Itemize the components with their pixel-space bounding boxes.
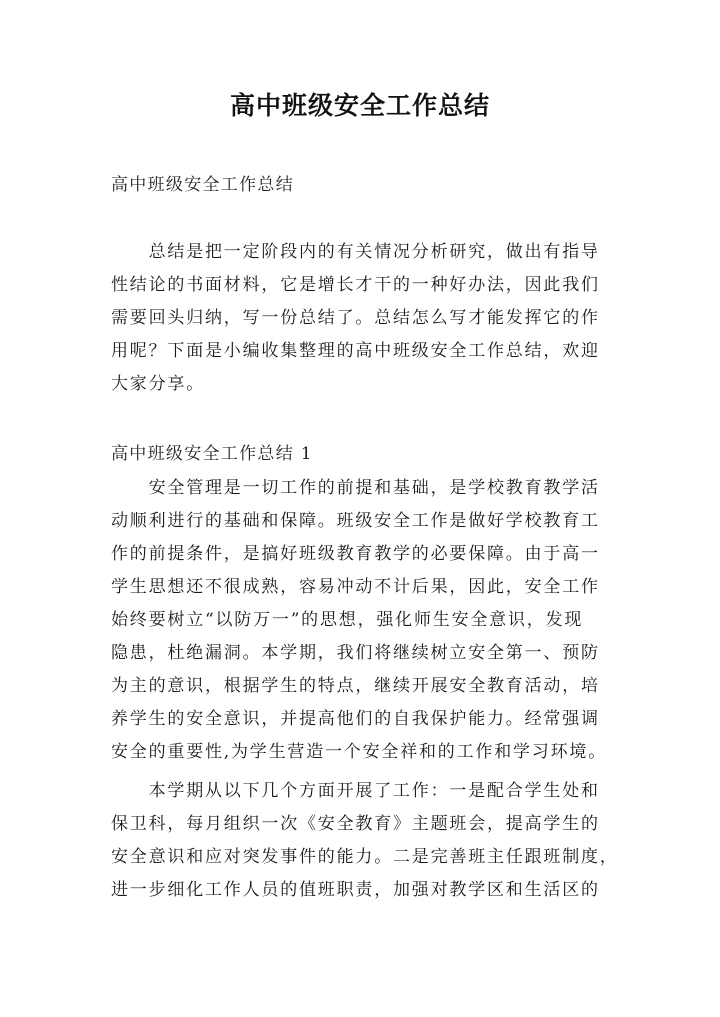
paragraph-line: 安全的重要性,为学生营造一个安全祥和的工作和学习环境。 bbox=[111, 742, 608, 762]
paragraph-line: 作的前提条件，是搞好班级教育教学的必要保障。由于高一 bbox=[111, 544, 600, 564]
section-paragraph-2 bbox=[111, 775, 619, 907]
paragraph-line: 始终要树立“以防万一”的思想，强化师生安全意识，发现 bbox=[111, 610, 584, 630]
paragraph-line: 本学期从以下几个方面开展了工作：一是配合学生处和 bbox=[111, 781, 600, 801]
paragraph-line: 动顺利进行的基础和保障。班级安全工作是做好学校教育工 bbox=[111, 511, 600, 531]
section-paragraph-1 bbox=[111, 472, 611, 769]
paragraph-line: 养学生的安全意识，并提高他们的自我保护能力。经常强调 bbox=[111, 709, 600, 729]
document-title: 高中班级安全工作总结 bbox=[229, 91, 490, 120]
paragraph-line: 为主的意识，根据学生的特点，继续开展安全教育活动，培 bbox=[111, 676, 600, 696]
paragraph-line: 学生思想还不很成熟，容易冲动不计后果，因此，安全工作 bbox=[111, 577, 600, 597]
paragraph-line: 安全管理是一切工作的前提和基础，是学校教育教学活 bbox=[111, 478, 600, 498]
intro-line: 性结论的书面材料，它是增长才干的一种好办法，因此我们 bbox=[111, 275, 600, 295]
intro-line: 需要回头归纳，写一份总结了。总结怎么写才能发挥它的作 bbox=[111, 308, 600, 328]
paragraph-line: 安全意识和应对突发事件的能力。二是完善班主任跟班制度， bbox=[111, 847, 619, 867]
paragraph-line: 隐患，杜绝漏洞。本学期，我们将继续树立安全第一、预防 bbox=[111, 643, 600, 663]
section-heading: 高中班级安全工作总结 1 bbox=[111, 444, 313, 464]
intro-line: 用呢？下面是小编收集整理的高中班级安全工作总结，欢迎 bbox=[111, 341, 600, 361]
intro-line: 大家分享。 bbox=[111, 374, 205, 394]
intro-paragraph bbox=[111, 236, 611, 401]
intro-line: 总结是把一定阶段内的有关情况分析研究，做出有指导 bbox=[111, 242, 600, 262]
paragraph-line: 保卫科，每月组织一次《安全教育》主题班会，提高学生的 bbox=[111, 814, 600, 834]
paragraph-line: 进一步细化工作人员的值班职责，加强对教学区和生活区的 bbox=[111, 880, 600, 900]
intro-heading: 高中班级安全工作总结 bbox=[111, 175, 294, 195]
